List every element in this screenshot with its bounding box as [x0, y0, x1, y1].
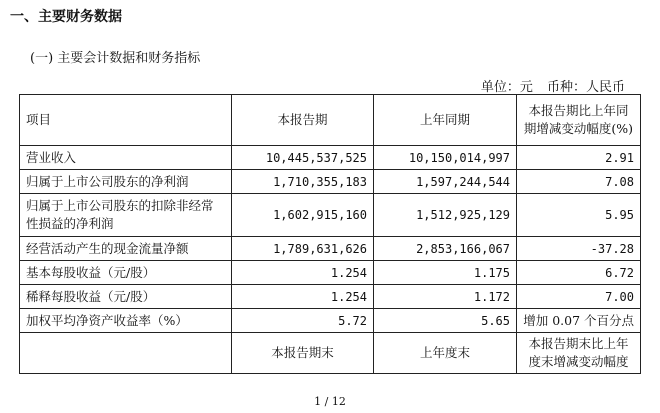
- row-current: 1.254: [232, 261, 374, 285]
- table-row: [20, 309, 641, 333]
- row-item: 归属于上市公司股东的扣除非经常性损益的净利润: [20, 194, 232, 237]
- row-item: 经营活动产生的现金流量净额: [20, 237, 232, 261]
- row-prior: 1.172: [374, 285, 517, 309]
- row-prior: 1,597,244,544: [374, 170, 517, 194]
- row-current: 1,602,915,160: [232, 194, 374, 237]
- page-number: 1 / 12: [314, 395, 346, 408]
- row-item: 基本每股收益（元/股）: [20, 261, 232, 285]
- row-current: 1,710,355,183: [232, 170, 374, 194]
- table-row: [20, 146, 641, 170]
- row-prior: 1.175: [374, 261, 517, 285]
- header-prior-period: 上年同期: [374, 95, 517, 146]
- header-change: 本报告期比上年同期增减变动幅度(%): [517, 95, 641, 146]
- row-item: 稀释每股收益（元/股）: [20, 285, 232, 309]
- financial-data-table: [19, 94, 641, 374]
- row-change: 7.00: [517, 285, 641, 309]
- table-row: [20, 170, 641, 194]
- unit-label: 单位：元: [480, 80, 533, 95]
- header-current-period: 本报告期: [232, 95, 374, 146]
- row-change: 7.08: [517, 170, 641, 194]
- table-header-row: [20, 95, 641, 146]
- row-item: 归属于上市公司股东的净利润: [20, 170, 232, 194]
- row-current: 1.254: [232, 285, 374, 309]
- footer-header-prior-year-end: 上年度末: [374, 333, 517, 374]
- table-footer-header-row: [20, 333, 641, 374]
- row-prior: 10,150,014,997: [374, 146, 517, 170]
- row-change: -37.28: [517, 237, 641, 261]
- row-change: 增加 0.07 个百分点: [517, 309, 641, 333]
- row-change: 2.91: [517, 146, 641, 170]
- row-change: 6.72: [517, 261, 641, 285]
- table-row: [20, 194, 641, 237]
- row-current: 10,445,537,525: [232, 146, 374, 170]
- currency-label: 币种：人民币: [546, 80, 625, 95]
- row-current: 1,789,631,626: [232, 237, 374, 261]
- row-item: 营业收入: [20, 146, 232, 170]
- footer-header-item: [20, 333, 232, 374]
- header-item: 项目: [20, 95, 232, 146]
- footer-header-period-end: 本报告期末: [232, 333, 374, 374]
- unit-line: [471, 76, 625, 95]
- row-item: 加权平均净资产收益率（%）: [20, 309, 232, 333]
- table-row: [20, 237, 641, 261]
- row-current: 5.72: [232, 309, 374, 333]
- row-prior: 1,512,925,129: [374, 194, 517, 237]
- row-prior: 5.65: [374, 309, 517, 333]
- row-prior: 2,853,166,067: [374, 237, 517, 261]
- subsection-title: (一) 主要会计数据和财务指标: [30, 51, 201, 66]
- table-row: [20, 285, 641, 309]
- table-row: [20, 261, 641, 285]
- footer-header-change: 本报告期末比上年度末增减变动幅度: [517, 333, 641, 374]
- section-title: 一、主要财务数据: [10, 9, 122, 25]
- row-change: 5.95: [517, 194, 641, 237]
